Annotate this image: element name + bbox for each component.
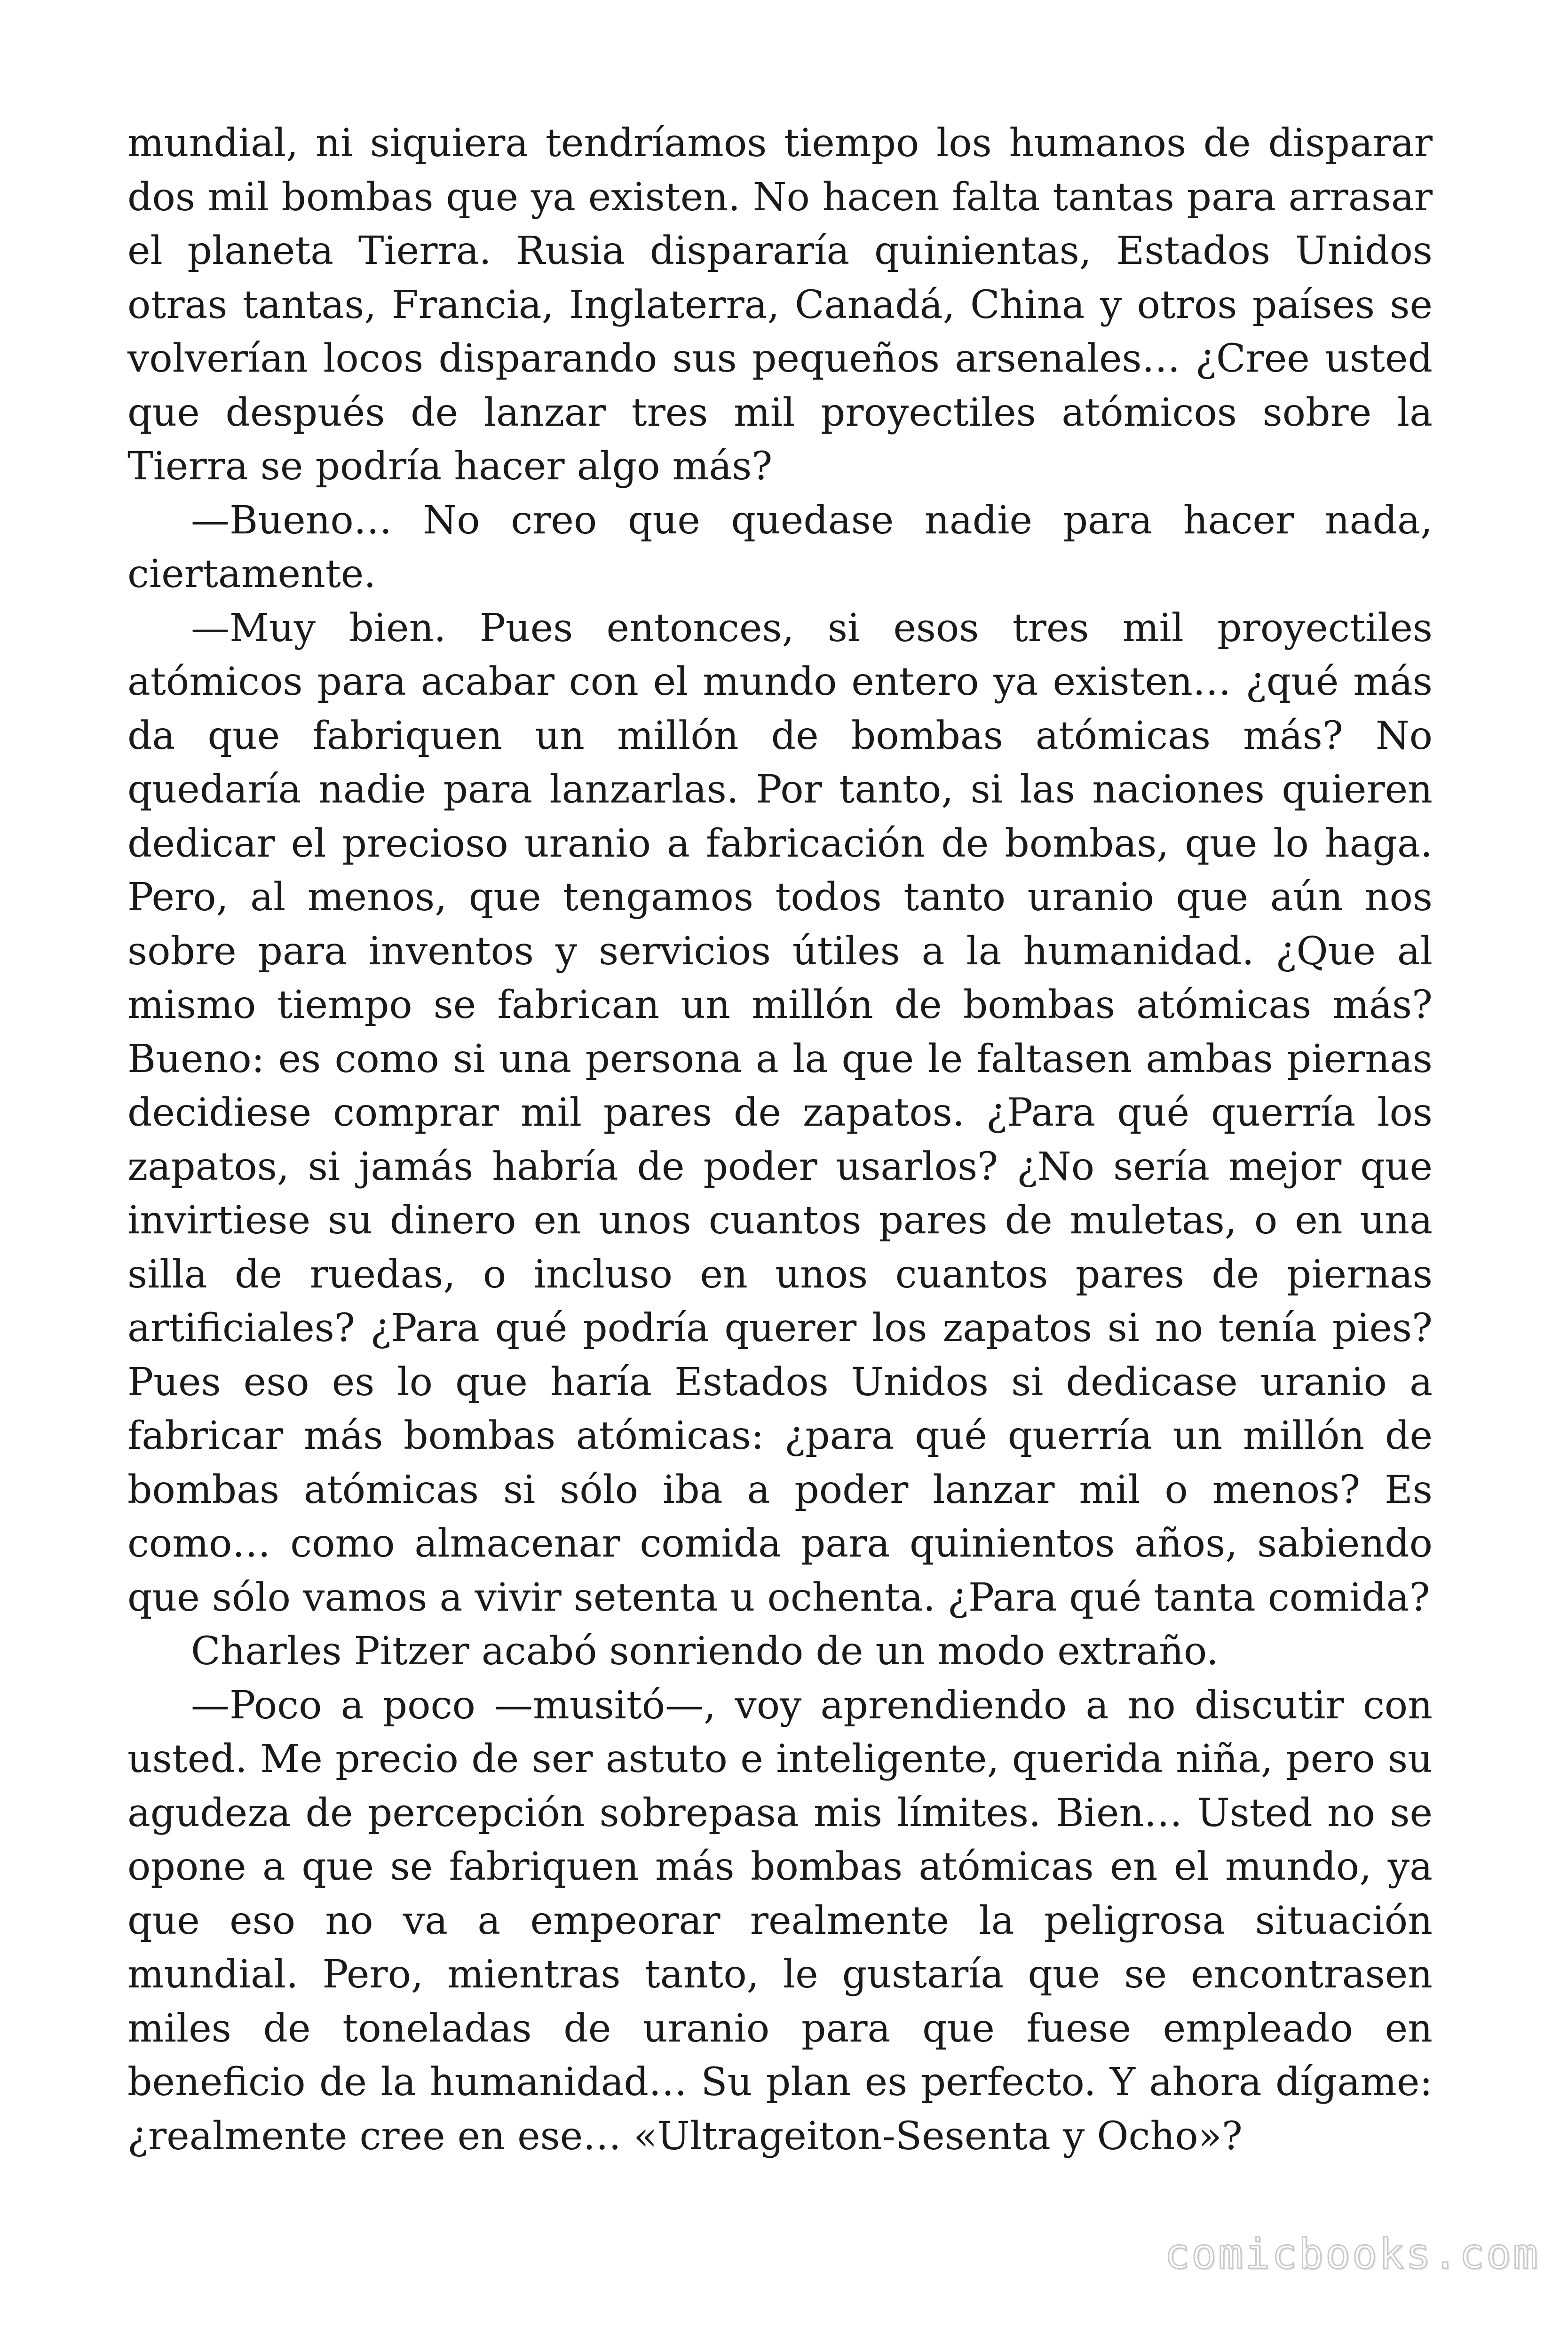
paragraph-3: —Muy bien. Pues entonces, si esos tres mil proyectiles atómicos para acabar con el mundo entero ya existen… ¿qué más da que fabriquen un millón de bombas atómicas más? No quedaría nadie para lanzarlas. Por tanto, si las naciones quieren dedicar el precioso uranio a fabricación de bombas, que lo haga. Pero, al menos, que tengamos todos tanto uranio que aún nos sobre para inventos y servicios útiles a la humanidad. ¿Que al mismo tiempo se fabrican un millón de bombas atómicas más? Bueno: es como si una persona a la que le faltasen ambas piernas decidiese comprar mil pares de zapatos. ¿Para qué querría los zapatos, si jamás habría de poder usarlos? ¿No sería mejor que invirtiese su dinero en unos cuantos pares de muletas, o en una silla de ruedas, o incluso en unos cuantos pares de piernas artificiales? ¿Para qué podría querer los zapatos si no tenía pies? Pues eso es lo que haría Estados Unidos si dedicase uranio a fabricar más bombas atómicas: ¿para qué querría un millón de bombas atómicas si sólo iba a poder lanzar mil o menos? Es como… como almacenar comida para quinientos años, sabiendo que sólo vamos a vivir setenta u ochenta. ¿Para qué tanta comida? (127, 605, 1433, 1620)
paragraph-1: mundial, ni siquiera tendríamos tiempo los humanos de disparar dos mil bombas que ya existen. No hacen falta tantas para arrasar el planeta Tierra. Rusia dispararía quinientas, Estados Unidos otras tantas, Francia, Inglaterra, Canadá, China y otros países se volverían locos disparando sus pequeños arsenales… ¿Cree usted que después de lanzar tres mil proyectiles atómicos sobre la Tierra se podría hacer algo más? (127, 121, 1433, 489)
paragraph-2: —Bueno… No creo que quedase nadie para hacer nada, ciertamente. (127, 498, 1433, 596)
page-body-text (127, 117, 1433, 2163)
paragraph-5: —Poco a poco —musitó—, voy aprendiendo a no discutir con usted. Me precio de ser astuto e inteligente, querida niña, pero su agudeza de percepción sobrepasa mis límites. Bien… Usted no se opone a que se fabriquen más bombas atómicas en el mundo, ya que eso no va a empeorar realmente la peligrosa situación mundial. Pero, mientras tanto, le gustaría que se encontrasen miles de toneladas de uranio para que fuese empleado en beneficio de la humanidad… Su plan es perfecto. Y ahora dígame: ¿realmente cree en ese… «Ultrageiton-Sesenta y Ocho»? (127, 1683, 1433, 2159)
paragraph-4: Charles Pitzer acabó sonriendo de un modo extraño. (191, 1629, 1219, 1674)
site-watermark: comicbooks.com (1164, 2230, 1540, 2278)
